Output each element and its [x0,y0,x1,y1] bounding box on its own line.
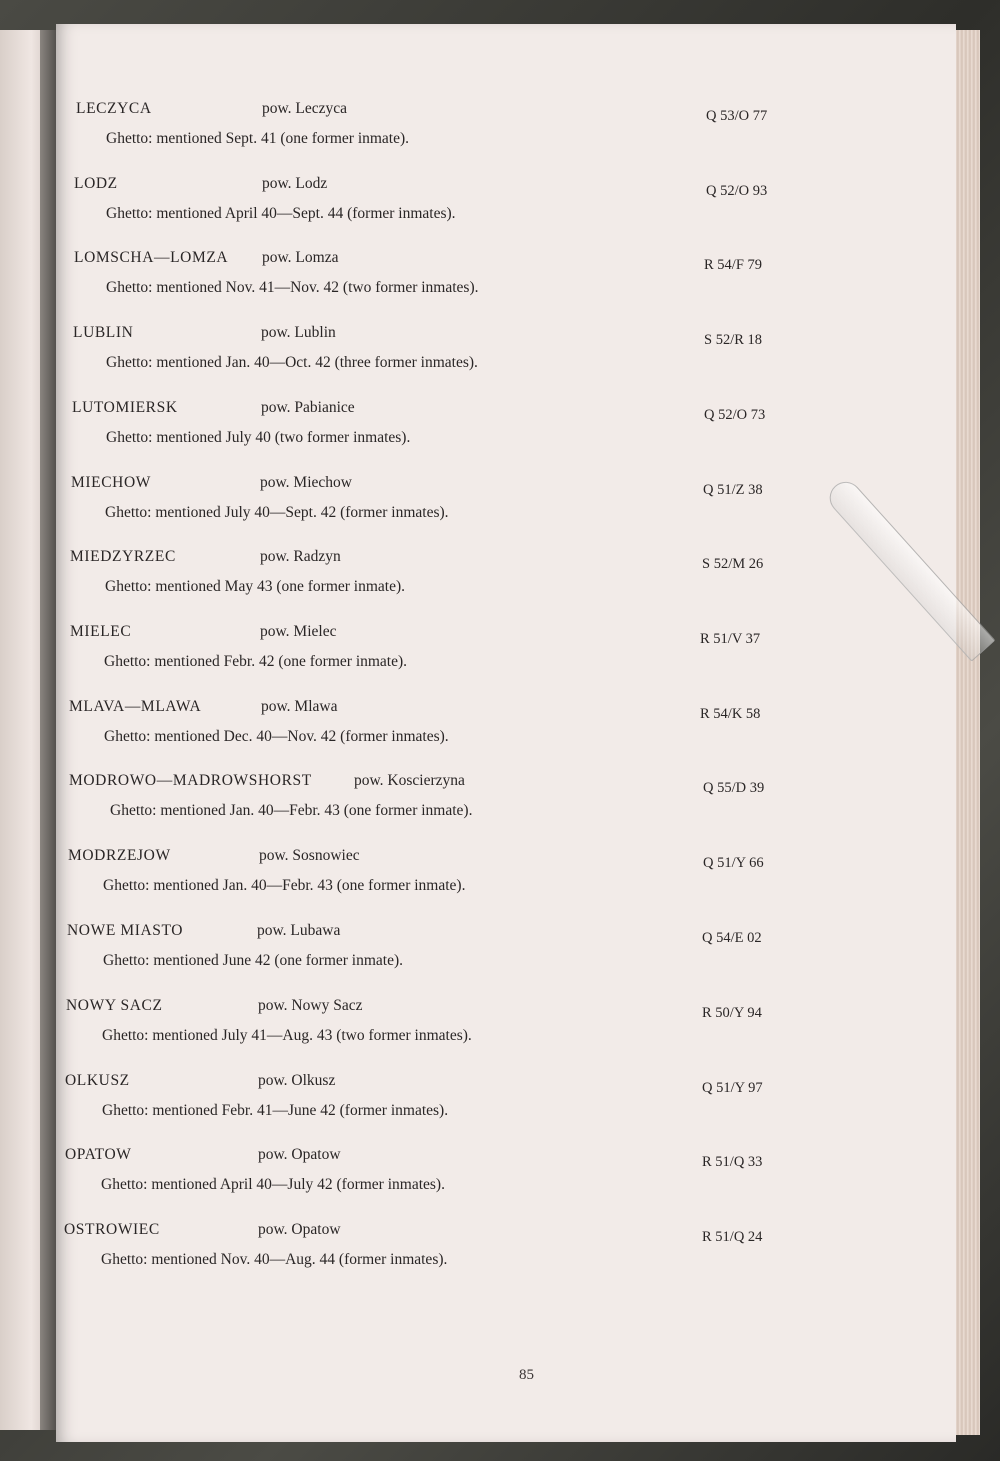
ghetto-entry [56,623,956,683]
ghetto-note: Ghetto: mentioned July 40—Sept. 42 (former inmates). [105,504,449,521]
district-name: pow. Lublin [261,324,336,341]
map-coordinate: Q 52/O 73 [704,407,766,423]
district-name: pow. Lubawa [257,922,341,939]
ghetto-note: Ghetto: mentioned April 40—July 42 (former inmates). [101,1176,445,1193]
map-coordinate: R 54/F 79 [704,257,763,273]
district-name: pow. Opatow [258,1221,341,1238]
map-coordinate: R 51/V 37 [700,631,761,647]
map-coordinate: Q 55/D 39 [703,780,765,796]
place-name: MLAVA—MLAWA [69,698,202,715]
map-coordinate: Q 52/O 93 [706,183,768,199]
ghetto-entry [56,324,956,384]
map-coordinate: R 51/Q 33 [702,1154,763,1170]
ghetto-entry [56,548,956,608]
ghetto-note: Ghetto: mentioned July 41—Aug. 43 (two former inmates). [102,1027,472,1044]
place-name: MIELEC [70,623,132,640]
ghetto-entry [56,1221,956,1281]
district-name: pow. Leczyca [262,100,348,117]
map-coordinate: S 52/R 18 [704,332,763,348]
place-name: LOMSCHA—LOMZA [74,249,229,266]
place-name: LUTOMIERSK [72,399,178,416]
place-name: LECZYCA [76,100,152,117]
place-name: MIEDZYRZEC [70,548,176,565]
place-name: MODRZEJOW [68,847,171,864]
place-name: LODZ [74,175,118,192]
district-name: pow. Opatow [258,1146,341,1163]
ghetto-entry [56,399,956,459]
ghetto-entry [56,772,956,832]
ghetto-note: Ghetto: mentioned Sept. 41 (one former inmate). [106,130,410,147]
map-coordinate: S 52/M 26 [702,556,764,572]
ghetto-entry [56,922,956,982]
page-number: 85 [519,1367,534,1383]
district-name: pow. Olkusz [258,1072,336,1089]
ghetto-note: Ghetto: mentioned Jan. 40—Febr. 43 (one former inmate). [110,802,473,819]
ghetto-note: Ghetto: mentioned May 43 (one former inmate). [105,578,406,595]
ghetto-note: Ghetto: mentioned June 42 (one former inmate). [103,952,404,969]
ghetto-note: Ghetto: mentioned Febr. 42 (one former inmate). [104,653,408,670]
district-name: pow. Miechow [260,474,352,491]
ghetto-entry [56,698,956,758]
map-coordinate: R 50/Y 94 [702,1005,762,1021]
ghetto-note: Ghetto: mentioned Nov. 41—Nov. 42 (two former inmates). [106,279,479,296]
map-coordinate: R 54/K 58 [700,706,761,722]
ghetto-note: Ghetto: mentioned Febr. 41—June 42 (former inmates). [102,1102,449,1119]
district-name: pow. Radzyn [260,548,341,565]
ghetto-entry [56,474,956,534]
place-name: OLKUSZ [65,1072,130,1089]
ghetto-note: Ghetto: mentioned Jan. 40—Oct. 42 (three former inmates). [106,354,478,371]
place-name: MODROWO—MADROWSHORST [69,772,312,789]
ghetto-note: Ghetto: mentioned April 40—Sept. 44 (former inmates). [106,205,456,222]
place-name: NOWE MIASTO [67,922,184,939]
district-name: pow. Lodz [262,175,328,192]
district-name: pow. Mielec [260,623,337,640]
ghetto-entry [56,100,956,160]
ghetto-note: Ghetto: mentioned July 40 (two former inmates). [106,429,411,446]
place-name: LUBLIN [73,324,134,341]
ghetto-entry [56,997,956,1057]
book-page [56,24,956,1442]
ghetto-note: Ghetto: mentioned Nov. 40—Aug. 44 (former inmates). [101,1251,448,1268]
district-name: pow. Koscierzyna [354,772,465,789]
map-coordinate: Q 54/E 02 [702,930,762,946]
district-name: pow. Pabianice [261,399,355,416]
district-name: pow. Sosnowiec [259,847,360,864]
place-name: OSTROWIEC [64,1221,160,1238]
ghetto-entry [56,249,956,309]
ghetto-entry [56,175,956,235]
district-name: pow. Nowy Sacz [258,997,363,1014]
place-name: NOWY SACZ [66,997,163,1014]
ghetto-note: Ghetto: mentioned Dec. 40—Nov. 42 (former inmates). [104,728,449,745]
place-name: MIECHOW [71,474,151,491]
map-coordinate: Q 51/Z 38 [703,482,763,498]
ghetto-entry [56,1146,956,1206]
map-coordinate: Q 51/Y 66 [703,855,764,871]
district-name: pow. Lomza [262,249,339,266]
map-coordinate: R 51/Q 24 [702,1229,763,1245]
ghetto-entry [56,847,956,907]
map-coordinate: Q 51/Y 97 [702,1080,763,1096]
ghetto-note: Ghetto: mentioned Jan. 40—Febr. 43 (one former inmate). [103,877,466,894]
district-name: pow. Mlawa [261,698,338,715]
map-coordinate: Q 53/O 77 [706,108,768,124]
ghetto-entry [56,1072,956,1132]
place-name: OPATOW [65,1146,132,1163]
